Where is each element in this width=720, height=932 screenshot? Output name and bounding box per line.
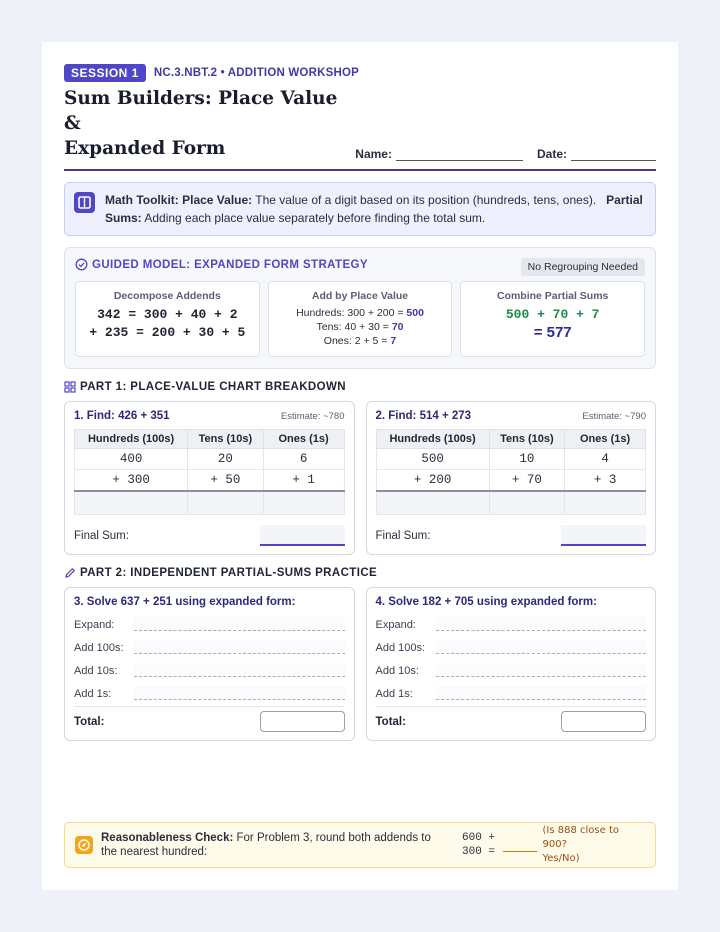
standard-label: NC.3.NBT.2 • ADDITION WORKSHOP bbox=[153, 67, 359, 79]
reasonableness-check bbox=[64, 822, 656, 868]
add-10s-row: Add 10s: bbox=[74, 659, 345, 677]
math-line-1: 600 + bbox=[462, 832, 496, 844]
cell: + 3 bbox=[565, 470, 646, 491]
answer-cell-hundreds[interactable] bbox=[376, 491, 489, 515]
total-input[interactable] bbox=[561, 711, 646, 732]
page-header bbox=[64, 86, 656, 171]
problem-4-question: 4. Solve 182 + 705 using expanded form: bbox=[375, 596, 597, 608]
tens-line: Tens: 40 + 30 = 70 bbox=[316, 321, 404, 333]
book-icon bbox=[74, 192, 95, 213]
name-label: Name: bbox=[355, 147, 392, 161]
answer-cell-ones[interactable] bbox=[263, 491, 344, 515]
add-100s-row: Add 100s: bbox=[74, 636, 345, 654]
title-line-2: Expanded Form bbox=[64, 138, 226, 159]
cell: 400 bbox=[75, 449, 188, 470]
answer-line[interactable] bbox=[436, 686, 647, 700]
total-label: Total: bbox=[74, 715, 105, 728]
cell: 10 bbox=[489, 449, 564, 470]
def-partial-sums: Adding each place value separately before finding the total sum. bbox=[144, 211, 486, 225]
session-row bbox=[64, 64, 656, 82]
part2-title bbox=[64, 567, 656, 579]
term-partial-sums: Partial Sums: bbox=[105, 193, 643, 225]
compass-icon bbox=[75, 836, 93, 854]
add-place-value-caption: Add by Place Value bbox=[311, 290, 409, 302]
problem-1-estimate: Estimate: ~780 bbox=[280, 410, 345, 422]
ones-line: Ones: 2 + 5 = 7 bbox=[323, 335, 397, 347]
decompose-line-1: 342 = 300 + 40 + 2 bbox=[97, 307, 238, 322]
def-place-value: The value of a digit based on its position (hundreds, tens, ones). bbox=[255, 193, 597, 207]
final-sum-input[interactable] bbox=[561, 525, 646, 546]
combine-box bbox=[460, 281, 645, 357]
problem-2-card bbox=[366, 401, 657, 555]
check-hint bbox=[543, 824, 645, 866]
problem-3-card bbox=[64, 587, 355, 741]
cell: 500 bbox=[376, 449, 489, 470]
title-line-1: Sum Builders: Place Value & bbox=[64, 88, 338, 134]
part2-problems bbox=[64, 587, 656, 741]
name-field[interactable] bbox=[355, 96, 523, 161]
rounded-answer-line[interactable] bbox=[503, 851, 536, 852]
final-sum-label: Final Sum: bbox=[375, 529, 431, 542]
cell: + 50 bbox=[188, 470, 263, 491]
regrouping-pill: No Regrouping Needed bbox=[521, 258, 645, 276]
cell: 6 bbox=[263, 449, 344, 470]
name-date-fields bbox=[355, 96, 656, 161]
cell: + 70 bbox=[489, 470, 564, 491]
problem-1-question: 1. Find: 426 + 351 bbox=[74, 410, 170, 422]
grid-icon bbox=[64, 381, 76, 393]
answer-line[interactable] bbox=[134, 686, 345, 700]
part1-problems bbox=[64, 401, 656, 555]
answer-cell-hundreds[interactable] bbox=[75, 491, 188, 515]
add-1s-row: Add 1s: bbox=[376, 682, 647, 700]
total-label: Total: bbox=[375, 715, 406, 728]
expand-row: Expand: bbox=[74, 613, 345, 631]
session-badge: SESSION 1 bbox=[64, 64, 146, 82]
combine-caption: Combine Partial Sums bbox=[496, 290, 609, 302]
hint-line-1: (Is 888 close to 900? bbox=[542, 825, 619, 850]
answer-cell-tens[interactable] bbox=[489, 491, 564, 515]
part1-title-text: PART 1: PLACE-VALUE CHART BREAKDOWN bbox=[80, 381, 346, 393]
check-instruction: For Problem 3, round both addends to the nearest hundred: bbox=[101, 832, 431, 858]
problem-3-question: 3. Solve 637 + 251 using expanded form: bbox=[74, 596, 296, 608]
check-text bbox=[101, 831, 436, 859]
answer-line[interactable] bbox=[436, 640, 647, 654]
place-value-chart-2 bbox=[376, 429, 647, 515]
expand-row: Expand: bbox=[376, 613, 647, 631]
header-tens: Tens (10s) bbox=[489, 430, 564, 449]
total-input[interactable] bbox=[260, 711, 345, 732]
guided-model bbox=[64, 247, 656, 369]
answer-line[interactable] bbox=[134, 663, 345, 677]
place-value-chart-1 bbox=[74, 429, 345, 515]
cell: + 200 bbox=[376, 470, 489, 491]
header-ones: Ones (1s) bbox=[263, 430, 344, 449]
header-hundreds: Hundreds (100s) bbox=[75, 430, 188, 449]
cell: + 300 bbox=[75, 470, 188, 491]
header-tens: Tens (10s) bbox=[188, 430, 263, 449]
answer-line[interactable] bbox=[134, 617, 345, 631]
term-place-value: Place Value: bbox=[182, 193, 253, 207]
add-10s-row: Add 10s: bbox=[376, 659, 647, 677]
answer-cell-tens[interactable] bbox=[188, 491, 263, 515]
page-title bbox=[64, 86, 355, 161]
final-sum-input[interactable] bbox=[260, 525, 345, 546]
check-label: Reasonableness Check: bbox=[101, 832, 234, 844]
cell: 4 bbox=[565, 449, 646, 470]
decompose-box bbox=[75, 281, 260, 357]
answer-line[interactable] bbox=[436, 617, 647, 631]
problem-2-estimate: Estimate: ~790 bbox=[582, 410, 646, 422]
date-field[interactable] bbox=[537, 96, 656, 161]
add-place-value-box bbox=[268, 281, 453, 357]
rounded-math bbox=[440, 831, 495, 859]
hint-line-2: Yes/No) bbox=[542, 853, 580, 864]
date-line[interactable] bbox=[571, 149, 656, 161]
math-toolkit bbox=[64, 182, 656, 236]
check-circle-icon bbox=[75, 258, 88, 271]
answer-cell-ones[interactable] bbox=[565, 491, 646, 515]
problem-4-card bbox=[366, 587, 657, 741]
header-ones: Ones (1s) bbox=[565, 430, 646, 449]
combine-result: = 577 bbox=[533, 324, 572, 341]
name-line[interactable] bbox=[396, 149, 523, 161]
part2-title-text: PART 2: INDEPENDENT PARTIAL-SUMS PRACTICE bbox=[80, 567, 378, 579]
problem-1-card bbox=[64, 401, 355, 555]
worksheet bbox=[42, 42, 678, 890]
part1-title bbox=[64, 381, 656, 393]
pencil-icon bbox=[64, 567, 76, 579]
guided-title-text: GUIDED MODEL: EXPANDED FORM STRATEGY bbox=[92, 258, 368, 271]
decompose-line-2: + 235 = 200 + 30 + 5 bbox=[89, 325, 246, 340]
decompose-caption: Decompose Addends bbox=[113, 290, 221, 302]
add-100s-row: Add 100s: bbox=[376, 636, 647, 654]
date-label: Date: bbox=[536, 147, 567, 161]
hundreds-line: Hundreds: 300 + 200 = 500 bbox=[296, 307, 424, 319]
answer-line[interactable] bbox=[436, 663, 647, 677]
toolkit-label: Math Toolkit: bbox=[105, 193, 179, 207]
answer-line[interactable] bbox=[134, 640, 345, 654]
combine-line-1: 500 + 70 + 7 bbox=[505, 307, 600, 322]
problem-2-question: 2. Find: 514 + 273 bbox=[375, 410, 472, 422]
header-hundreds: Hundreds (100s) bbox=[376, 430, 489, 449]
final-sum-label: Final Sum: bbox=[74, 529, 129, 542]
math-line-2: 300 = bbox=[462, 846, 496, 858]
add-1s-row: Add 1s: bbox=[74, 682, 345, 700]
cell: + 1 bbox=[263, 470, 344, 491]
cell: 20 bbox=[188, 449, 263, 470]
